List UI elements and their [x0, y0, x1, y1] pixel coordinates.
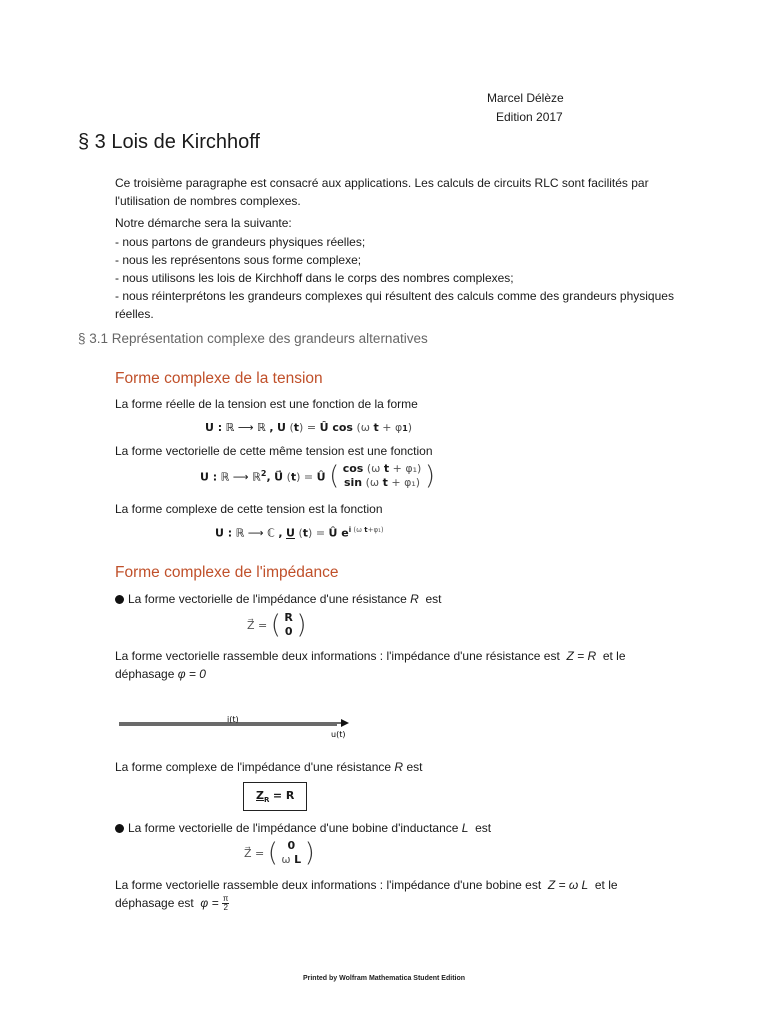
subsection-heading-impedance: Forme complexe de l'impédance — [115, 564, 339, 581]
current-label: i(t) — [227, 715, 239, 724]
resistance-info-text: La forme vectorielle rassemble deux informations : l'impédance d'une résistance est Z = R et le déphasage φ = 0 — [115, 649, 626, 681]
coil-vector-text: La forme vectorielle de l'impédance d'une bobine d'inductance L est — [115, 819, 675, 837]
formula-real-tension: U : ℝ ⟶ ℝ , U (t) = Û cos (ω t + φ1) — [205, 421, 413, 434]
formula-vector-coil: Z⃗ = ( 0 ω L ) — [244, 838, 315, 868]
footer: Printed by Wolfram Mathematica Student Edition — [302, 975, 466, 982]
formula-complex-tension: U : ℝ ⟶ ℂ , U (t) = Û $e^{i (\omega t+\varphi_1)}$ — [215, 526, 384, 540]
list-item: - nous partons de grandeurs physiques réelles; — [115, 235, 366, 249]
edition: Edition 2017 — [496, 110, 563, 124]
list-item: - nous utilisons les lois de Kirchhoff dans le corps des nombres complexes; — [115, 271, 514, 285]
intro-approach: Notre démarche sera la suivante: — [115, 216, 292, 230]
formula-vector-resistance: Z⃗ = ( R 0 ) — [247, 610, 307, 640]
subsection-heading-tension: Forme complexe de la tension — [115, 370, 323, 387]
author-name: Marcel Délèze — [487, 91, 564, 105]
bullet-icon — [115, 595, 124, 604]
formula-vector-tension: U : ℝ ⟶ ℝ$^2$, U⃗ (t) = Û ( cos (ω t + φ₁) sin (ω t + φ₁) ) — [200, 461, 435, 491]
tension-complex-text: La forme complexe de cette tension est la fonction — [115, 502, 383, 516]
coil-info-text: La forme vectorielle rassemble deux informations : l'impédance d'une bobine est Z = ω L et le déphasage est φ = $\frac{\pi}{2}$ — [115, 878, 618, 913]
resistance-vector-text: La forme vectorielle de l'impédance d'une résistance R est — [115, 590, 675, 608]
author-block — [487, 89, 564, 127]
resistance-complex-text: La forme complexe de l'impédance d'une résistance R est — [115, 760, 423, 774]
phasor-diagram — [115, 712, 355, 742]
page-title: § 3 Lois de Kirchhoff — [78, 131, 260, 153]
section-heading: § 3.1 Représentation complexe des grandeurs alternatives — [78, 331, 428, 346]
intro-paragraph: Ce troisième paragraphe est consacré aux applications. Les calculs de circuits RLC sont facilités par l'utilisation de nombres complexes. — [115, 176, 649, 208]
tension-real-text: La forme réelle de la tension est une fonction de la forme — [115, 397, 418, 411]
intro-list — [115, 233, 675, 323]
list-item: - nous réinterprétons les grandeurs complexes qui résultent des calculs comme des grandeurs physiques réelles. — [115, 289, 674, 321]
list-item: - nous les représentons sous forme complexe; — [115, 253, 362, 267]
arrow-head-icon — [341, 719, 349, 727]
bullet-icon — [115, 824, 124, 833]
formula-complex-resistance: $Z_R = R$ — [243, 782, 307, 811]
fraction: $\frac{\pi}{2}$ — [222, 894, 229, 913]
tension-vector-text: La forme vectorielle de cette même tension est une fonction — [115, 444, 433, 458]
voltage-label: u(t) — [331, 730, 346, 739]
